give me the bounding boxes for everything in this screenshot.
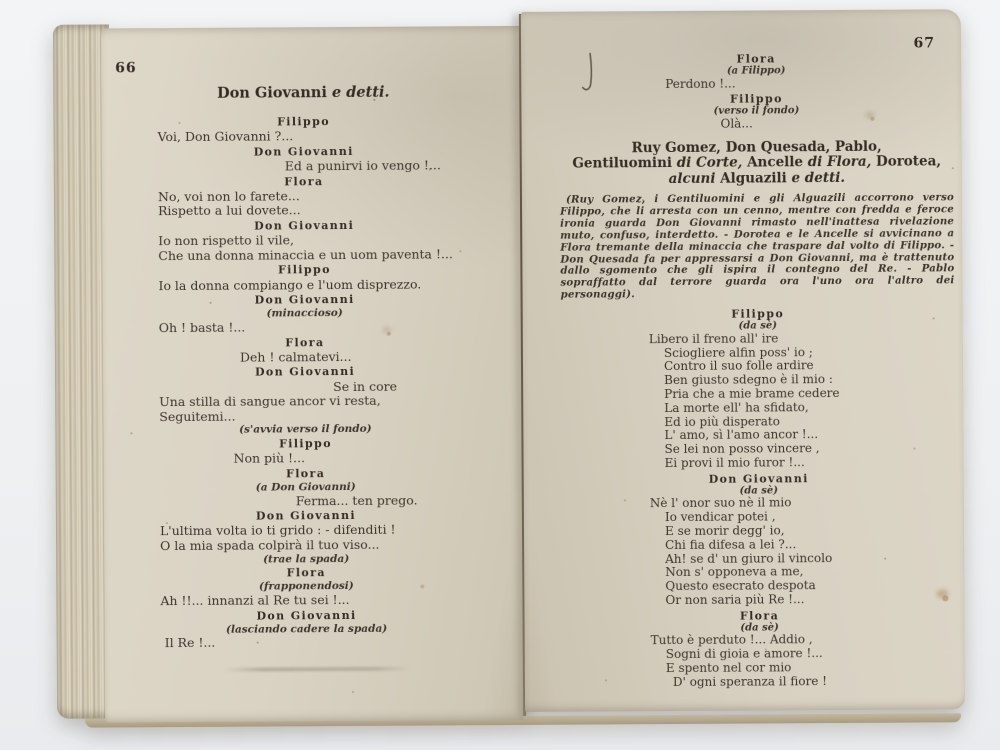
verse-line: L'ultima volta io ti grido : - difenditi ! [159, 522, 396, 539]
heading-segment: Don Giovanni [217, 84, 333, 102]
speaker-label: Don Giovanni [708, 471, 809, 486]
verse-line: Io non rispetto il vile, [158, 232, 295, 249]
verse-line: Chi fia difesa a lei ?... [665, 536, 797, 552]
stage-direction: (frapponendosi) [258, 580, 354, 593]
verse-line: Olà... [720, 116, 753, 131]
heading-segment: di Corte, [676, 154, 743, 172]
stage-direction: (a Don Giovanni) [255, 480, 356, 494]
speaker-label: Don Giovanni [256, 608, 357, 623]
speaker-label: Flora [284, 174, 324, 188]
stage-direction: (trae la spada) [263, 552, 350, 566]
stage-direction: (lasciando cadere la spada) [225, 622, 388, 636]
verse-line: No, voi non lo farete... [157, 188, 300, 204]
verse-line: Io vendicar potei , [664, 509, 776, 525]
paper-speckles [521, 12, 523, 14]
verse-line: Ben giusto sdegno è il mio : [664, 372, 833, 388]
verse-line: Se in core [333, 378, 398, 394]
heading-segment: Ancelle [742, 154, 808, 171]
verse-line: Io la donna compiango e l'uom disprezzo. [158, 276, 422, 293]
speaker-label: Don Giovanni [255, 509, 356, 523]
verse-line: Libero il freno all' ire [648, 331, 779, 346]
speaker-label: Don Giovanni [254, 293, 355, 307]
verse-line: La morte ell' ha sfidato, [664, 399, 809, 415]
verse-line: Seguitemi... [159, 408, 236, 424]
verse-line: Il Re !... [164, 635, 216, 651]
heading-segment: Dorotea, [871, 153, 942, 170]
verse-line: Questo esecrato despota [665, 578, 816, 594]
heading-segment: Alguazili [720, 169, 792, 187]
verse-line: L' amo, sì l'amo ancor !... [664, 427, 819, 443]
verse-line: Pria che a mie brame cedere [664, 385, 840, 401]
verse-line: Ferma... ten prego. [295, 492, 418, 508]
stage-direction-paragraph: (Ruy Gomez, i Gentiluomini e gli Alguazili accorrono verso Filippo, che li arresta con un cenno, mentre con fredda e feroce ironia guarda Don Giovanni rimasto nell'inattesa rivelazione muto, confuso, interdetto. - Dorotea e le Ancelle si avvicinano a Flora tremante della minaccia che traspare dal volto di Filippo. - Don Quesada fa per appressarsi a Don Giovanni, ma è trattenuto dallo sgomento che gli ispira il contegno del Re. - Pablo sopraffatto dal terrore guarda ora l'uno ora l'altro dei personaggi). [560, 191, 955, 301]
verse-line: Ah !!... innanzi al Re tu sei !... [160, 591, 350, 609]
stage-direction: (s'avvia verso il fondo) [239, 423, 372, 436]
speaker-label: Flora [736, 52, 776, 66]
speaker-label: Filippo [731, 307, 785, 321]
speaker-label: Filippo [277, 263, 331, 277]
right-page-text [557, 49, 959, 690]
stage-direction: (da sè) [738, 320, 777, 332]
verse-line: Sogni di gioia e amore !... [665, 646, 823, 662]
right-page [521, 9, 965, 712]
heading-segment: e detti. [791, 169, 846, 186]
verse-line: Deh ! calmatevi... [239, 348, 352, 365]
speaker-label: Filippo [729, 92, 783, 107]
verse-line: Non s' opponeva a me, [665, 564, 804, 580]
verse-line: Oh ! basta !... [158, 319, 246, 336]
verse-line: Voi, Don Giovanni ?... [157, 128, 294, 145]
verse-line: Tutto è perduto !... Addio , [650, 632, 813, 648]
heading-segment: alcuni [668, 170, 721, 187]
speaker-label: Flora [286, 566, 326, 580]
verse-line: Perdono !... [665, 76, 736, 91]
page-number-left: 66 [115, 60, 137, 77]
verse-line: Non più !... [233, 450, 306, 466]
heading-segment: di Flora, [807, 153, 872, 171]
verse-line: Sciogliere alfin poss' io ; [663, 344, 813, 360]
verse-line: Nè l' onor suo nè il mio [649, 495, 792, 511]
heading-segment: Ruy Gomez, Don Quesada, Pablo, [631, 138, 882, 157]
verse-line: Rispetto a lui dovete... [157, 202, 301, 219]
speaker-label: Filippo [278, 437, 332, 451]
verse-line: E spento nel cor mio [665, 660, 792, 675]
verse-line: Una stilla di sangue ancor vi resta, [159, 392, 381, 410]
verse-line: Ed a punirvi io vengo !... [284, 157, 441, 174]
verse-line: Che una donna minaccia e un uom paventa !... [158, 246, 453, 263]
stage-direction: (da sè) [740, 622, 779, 634]
verse-line: Ei provi il mio furor !... [664, 455, 805, 470]
verse-line: Ah! se d' un giuro il vincolo [665, 550, 833, 566]
speaker-label: Don Giovanni [253, 144, 354, 159]
speaker-label: Filippo [277, 115, 330, 129]
verse-line: Or non saria più Re !... [665, 592, 805, 607]
speaker-label: Don Giovanni [254, 365, 356, 379]
stage-direction: (verso il fondo) [713, 105, 800, 118]
verse-line: Ed io più disperato [664, 413, 780, 429]
left-page-text [157, 84, 452, 651]
speaker-label: Flora [285, 466, 326, 481]
left-page [101, 26, 523, 723]
stage-direction: (da sè) [739, 485, 778, 497]
verse-line: E se morir degg' io, [664, 523, 785, 538]
smudge-mark [225, 667, 410, 672]
verse-line: Contro il suo folle ardire [663, 358, 814, 374]
verse-line: Se lei non posso vincere , [664, 441, 820, 457]
stage-direction: (a Filippo) [726, 65, 786, 77]
verse-line: D' ogni speranza il fiore ! [672, 673, 828, 689]
verse-line: O la mia spada colpirà il tuo viso... [160, 536, 380, 554]
speaker-label: Flora [739, 609, 780, 623]
heading-segment: e detti. [331, 83, 390, 102]
book [53, 9, 965, 725]
stage-direction: (minaccioso) [266, 307, 343, 320]
scene-heading [157, 84, 449, 102]
spacer [157, 100, 449, 115]
speaker-label: Don Giovanni [254, 218, 355, 233]
page-number-right: 67 [913, 35, 936, 52]
speaker-label: Flora [285, 335, 325, 349]
heading-segment: Gentiluomini [572, 155, 677, 172]
